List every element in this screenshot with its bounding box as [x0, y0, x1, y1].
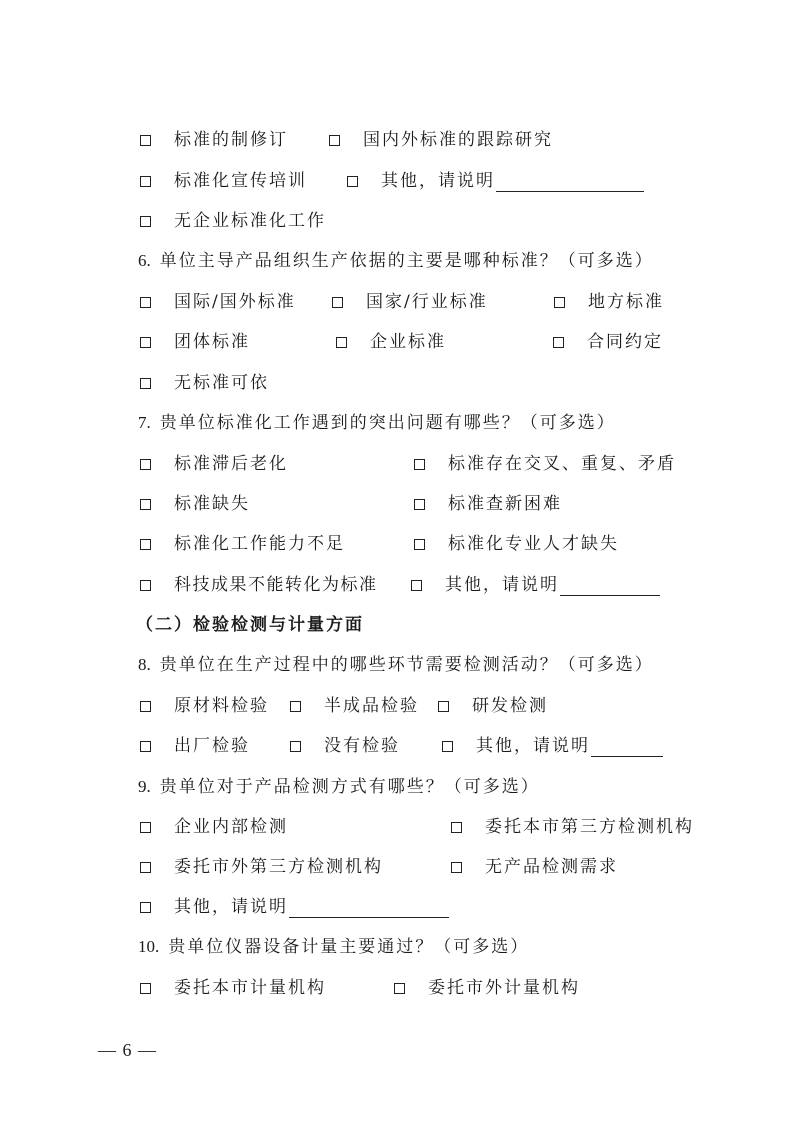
option-label: 无标准可依: [174, 373, 269, 393]
other-specify-field[interactable]: [591, 736, 663, 757]
question-10: [138, 933, 529, 961]
option-label: 其他，请说明: [174, 897, 288, 917]
q5-option-other[interactable]: [347, 167, 644, 195]
option-label: 标准查新困难: [448, 494, 562, 514]
section-heading: （二）检验检测与计量方面: [136, 615, 364, 635]
checkbox[interactable]: [451, 822, 462, 833]
q5-option-training[interactable]: [140, 167, 307, 195]
q8-option-other[interactable]: [442, 732, 663, 760]
option-label: 企业标准: [370, 332, 446, 352]
q7-option-talent[interactable]: [414, 530, 619, 558]
question-9: [138, 773, 540, 801]
checkbox[interactable]: [140, 378, 151, 389]
checkbox[interactable]: [140, 741, 151, 752]
option-label: 国际/国外标准: [174, 292, 296, 312]
q9-option-no-need[interactable]: [451, 853, 618, 881]
question-text: 贵单位仪器设备计量主要通过？（可多选）: [168, 937, 530, 957]
checkbox[interactable]: [140, 216, 151, 227]
q8-option-semi-finished[interactable]: [290, 692, 419, 720]
option-label: 标准缺失: [174, 494, 250, 514]
checkbox[interactable]: [438, 701, 449, 712]
option-label: 标准化工作能力不足: [174, 534, 345, 554]
checkbox[interactable]: [411, 580, 422, 591]
option-label: 其他，请说明: [476, 736, 590, 756]
question-number: 10.: [138, 937, 160, 956]
q6-option-international[interactable]: [140, 288, 296, 316]
q10-option-external-metrology[interactable]: [394, 974, 580, 1002]
option-label: 无产品检测需求: [485, 857, 618, 877]
q6-option-group[interactable]: [140, 328, 250, 356]
q6-option-no-standard[interactable]: [140, 369, 269, 397]
option-label: 标准存在交叉、重复、矛盾: [448, 454, 676, 474]
checkbox[interactable]: [140, 822, 151, 833]
q6-option-contract[interactable]: [553, 328, 663, 356]
checkbox[interactable]: [347, 176, 358, 187]
option-label: 委托本市计量机构: [174, 978, 326, 998]
q7-option-other[interactable]: [411, 571, 660, 599]
question-6: [138, 247, 654, 275]
option-label: 国内外标准的跟踪研究: [363, 130, 553, 150]
q7-option-tech-conversion[interactable]: [140, 571, 378, 599]
q10-option-local-metrology[interactable]: [140, 974, 326, 1002]
checkbox[interactable]: [140, 983, 151, 994]
q8-option-no-inspection[interactable]: [290, 732, 400, 760]
checkbox[interactable]: [394, 983, 405, 994]
q9-option-local-third-party[interactable]: [451, 813, 694, 841]
q5-option-revision[interactable]: [140, 126, 288, 154]
other-specify-field[interactable]: [496, 171, 644, 192]
option-label: 标准化宣传培训: [174, 171, 307, 191]
question-text: 贵单位标准化工作遇到的突出问题有哪些？（可多选）: [159, 413, 616, 433]
q8-option-rd-testing[interactable]: [438, 692, 548, 720]
q5-option-none[interactable]: [140, 207, 326, 235]
checkbox[interactable]: [140, 862, 151, 873]
checkbox[interactable]: [140, 902, 151, 913]
q6-option-local[interactable]: [554, 288, 664, 316]
question-text: 贵单位对于产品检测方式有哪些？（可多选）: [159, 777, 540, 797]
option-label: 出厂检验: [174, 736, 250, 756]
option-label: 没有检验: [324, 736, 400, 756]
q8-option-raw-material[interactable]: [140, 692, 269, 720]
q9-option-external-third-party[interactable]: [140, 853, 383, 881]
question-number: 7.: [138, 413, 151, 432]
other-specify-field[interactable]: [289, 897, 449, 918]
q9-option-internal[interactable]: [140, 813, 288, 841]
question-text: 贵单位在生产过程中的哪些环节需要检测活动？（可多选）: [159, 655, 654, 675]
q7-option-lookup-difficulty[interactable]: [414, 490, 562, 518]
checkbox[interactable]: [140, 176, 151, 187]
question-7: [138, 409, 616, 437]
question-number: 6.: [138, 251, 151, 270]
checkbox[interactable]: [290, 701, 301, 712]
option-label: 团体标准: [174, 332, 250, 352]
checkbox[interactable]: [140, 539, 151, 550]
option-label: 委托市外第三方检测机构: [174, 857, 383, 877]
option-label: 科技成果不能转化为标准: [174, 575, 378, 595]
q6-option-enterprise[interactable]: [336, 328, 446, 356]
checkbox[interactable]: [140, 701, 151, 712]
option-label: 其他，请说明: [445, 575, 559, 595]
checkbox[interactable]: [140, 297, 151, 308]
option-label: 国家/行业标准: [366, 292, 488, 312]
checkbox[interactable]: [554, 297, 565, 308]
question-number: 9.: [138, 777, 151, 796]
checkbox[interactable]: [140, 580, 151, 591]
checkbox[interactable]: [442, 741, 453, 752]
option-label: 地方标准: [588, 292, 664, 312]
checkbox[interactable]: [553, 337, 564, 348]
question-number: 8.: [138, 655, 151, 674]
checkbox[interactable]: [140, 499, 151, 510]
option-label: 委托市外计量机构: [428, 978, 580, 998]
checkbox[interactable]: [329, 135, 340, 146]
option-label: 半成品检验: [324, 696, 419, 716]
q7-option-missing[interactable]: [140, 490, 250, 518]
option-label: 标准的制修订: [174, 130, 288, 150]
q6-option-national[interactable]: [332, 288, 488, 316]
option-label: 其他，请说明: [381, 171, 495, 191]
option-label: 原材料检验: [174, 696, 269, 716]
option-label: 标准化专业人才缺失: [448, 534, 619, 554]
option-label: 企业内部检测: [174, 817, 288, 837]
other-specify-field[interactable]: [560, 575, 660, 596]
checkbox[interactable]: [332, 297, 343, 308]
question-8: [138, 651, 654, 679]
option-label: 委托本市第三方检测机构: [485, 817, 694, 837]
option-label: 无企业标准化工作: [174, 211, 326, 231]
q5-option-tracking-research[interactable]: [329, 126, 553, 154]
option-label: 合同约定: [587, 332, 663, 352]
checkbox[interactable]: [140, 459, 151, 470]
question-text: 单位主导产品组织生产依据的主要是哪种标准？（可多选）: [159, 251, 654, 271]
option-label: 标准滞后老化: [174, 454, 288, 474]
checkbox[interactable]: [451, 862, 462, 873]
page-number: — 6 —: [98, 1040, 157, 1060]
checkbox[interactable]: [414, 499, 425, 510]
checkbox[interactable]: [290, 741, 301, 752]
checkbox[interactable]: [140, 135, 151, 146]
q8-option-factory[interactable]: [140, 732, 250, 760]
option-label: 研发检测: [472, 696, 548, 716]
q7-option-capability[interactable]: [140, 530, 345, 558]
q9-option-other[interactable]: [140, 893, 449, 921]
checkbox[interactable]: [336, 337, 347, 348]
q7-option-outdated[interactable]: [140, 450, 288, 478]
checkbox[interactable]: [414, 459, 425, 470]
q7-option-overlap[interactable]: [414, 450, 676, 478]
checkbox[interactable]: [140, 337, 151, 348]
checkbox[interactable]: [414, 539, 425, 550]
